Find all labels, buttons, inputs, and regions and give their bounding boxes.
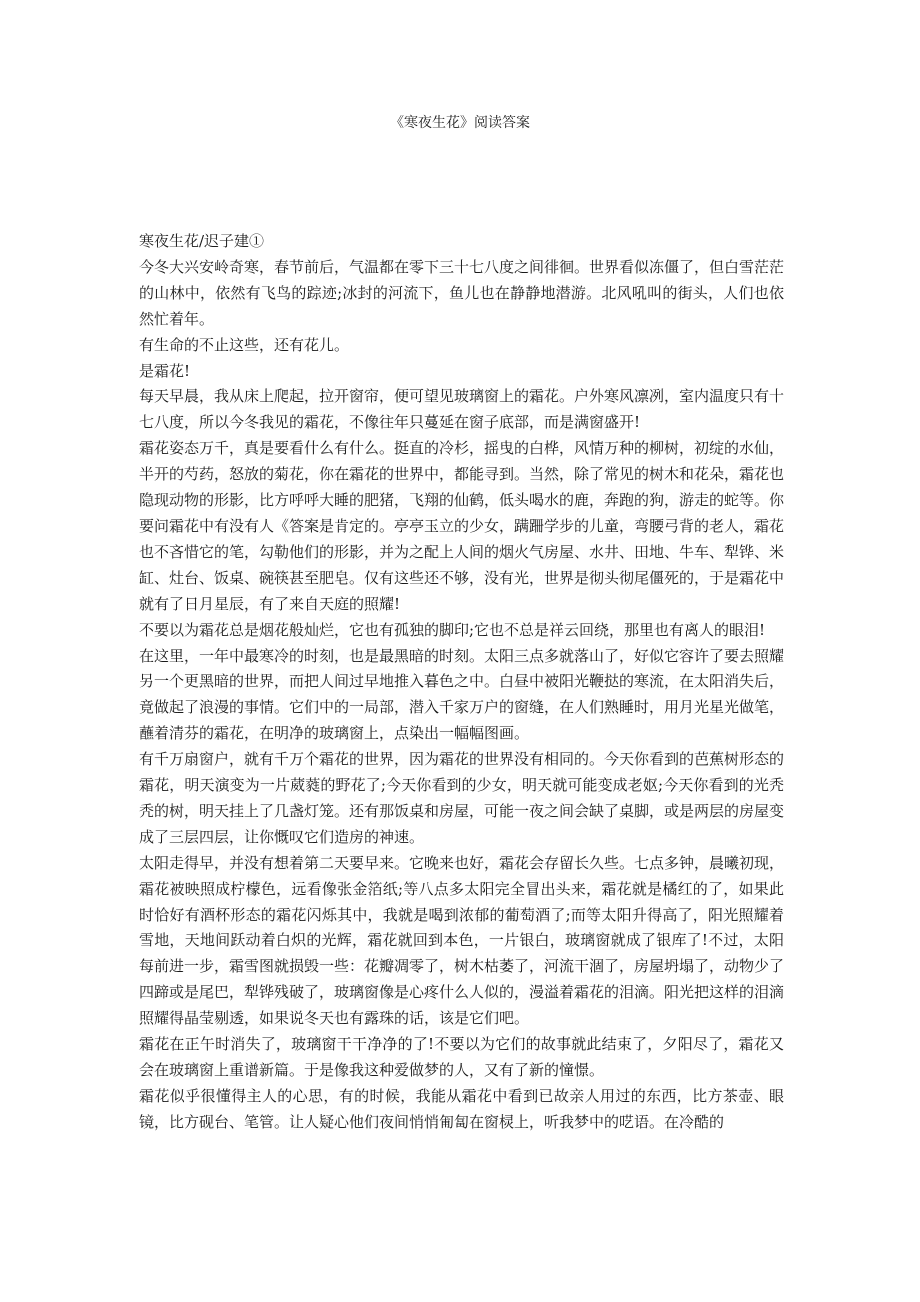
- paragraph: 不要以为霜花总是烟花般灿烂，它也有孤独的脚印;它也不总是祥云回绕，那里也有离人的眼泪!: [139, 620, 766, 639]
- article-body: [139, 229, 784, 1136]
- paragraph: 在这里，一年中最寒冷的时刻，也是最黑暗的时刻。太阳三点多就落山了，好似它容许了要去照耀另一个更黑暗的世界，而把人间过早地推入暮色之中。白昼中被阳光鞭挞的寒流，在太阳消失后，竟做起了浪漫的事情。它们中的一局部，潜入千家万户的窗缝，在人们熟睡时，用月光星光做笔，蘸着清芬的霜花，在明净的玻璃窗上，点染出一幅幅图画。: [139, 646, 785, 743]
- paragraph: 有千万扇窗户，就有千万个霜花的世界，因为霜花的世界没有相同的。今天你看到的芭蕉树形态的霜花，明天演变为一片葳蕤的野花了;今天你看到的少女，明天就可能变成老妪;今天你看到的光秃秃的树，明天挂上了几盏灯笼。还有那饭桌和房屋，可能一夜之间会缺了桌脚，或是两层的房屋变成了三层四层，让你慨叹它们造房的神速。: [139, 750, 785, 846]
- article-subtitle: 寒夜生花/迟子建①: [139, 232, 265, 250]
- paragraph: 今冬大兴安岭奇寒，春节前后，气温都在零下三十七八度之间徘徊。世界看似冻僵了，但白雪茫茫的山林中，依然有飞鸟的踪迹;冰封的河流下，鱼儿也在静静地潜游。北风吼叫的街头，人们也依然忙着年。: [139, 257, 785, 328]
- paragraph: 霜花似乎很懂得主人的心思，有的时候，我能从霜花中看到已故亲人用过的东西，比方茶壶、眼镜，比方砚台、笔管。让人疑心他们夜间悄悄匍匐在窗棂上，听我梦中的呓语。在冷酷的: [139, 1086, 784, 1131]
- paragraph: 是霜花!: [139, 361, 191, 380]
- document-title: 《寒夜生花》阅读答案: [390, 115, 530, 131]
- paragraph: 太阳走得早，并没有想着第二天要早来。它晚来也好，霜花会存留长久些。七点多钟，晨曦初现，霜花被映照成柠檬色，远看像张金箔纸;等八点多太阳完全冒出头来，霜花就是橘红的了，如果此时恰好有酒杯形态的霜花闪烁其中，我就是喝到浓郁的葡萄酒了;而等太阳升得高了，阳光照耀着雪地，天地间跃动着白炽的光辉，霜花就回到本色，一片银白，玻璃窗就成了银库了!不过，太阳每前进一步，霜雪图就损毁一些：花瓣凋零了，树木枯萎了，河流干涸了，房屋坍塌了，动物少了四蹄或是尾巴，犁铧残破了，玻璃窗像是心疼什么人似的，漫溢着霜花的泪滴。阳光把这样的泪滴照耀得晶莹剔透，如果说冬天也有露珠的话，该是它们吧。: [139, 853, 785, 1028]
- paragraph: 有生命的不止这些，还有花儿。: [139, 335, 350, 354]
- paragraph: 每天早晨，我从床上爬起，拉开窗帘，便可望见玻璃窗上的霜花。户外寒风凛冽，室内温度只有十七八度，所以今冬我见的霜花，不像往年只蔓延在窗子底部，而是满窗盛开!: [139, 387, 785, 432]
- paragraph: 霜花在正午时消失了，玻璃窗干干净净的了!不要以为它们的故事就此结束了，夕阳尽了，霜花又会在玻璃窗上重谱新篇。于是像我这种爱做梦的人，又有了新的憧憬。: [139, 1035, 784, 1079]
- paragraph: 霜花姿态万千，真是要看什么有什么。挺直的冷杉，摇曳的白桦，风情万种的柳树，初绽的水仙，半开的芍药，怒放的菊花，你在霜花的世界中，都能寻到。当然，除了常见的树木和花朵，霜花也隐现动物的形影，比方呼呼大睡的肥猪，飞翔的仙鹤，低头喝水的鹿，奔跑的狗，游走的蛇等。你要问霜花中有没有人《答案是肯定的。亭亭玉立的少女，蹒跚学步的儿童，弯腰弓背的老人，霜花也不吝惜它的笔，勾勒他们的形影，并为之配上人间的烟火气房屋、水井、田地、牛车、犁铧、米缸、灶台、饭桌、碗筷甚至肥皂。仅有这些还不够，没有光，世界是彻头彻尾僵死的，于是霜花中就有了日月星辰，有了来自天庭的照耀!: [139, 439, 785, 613]
